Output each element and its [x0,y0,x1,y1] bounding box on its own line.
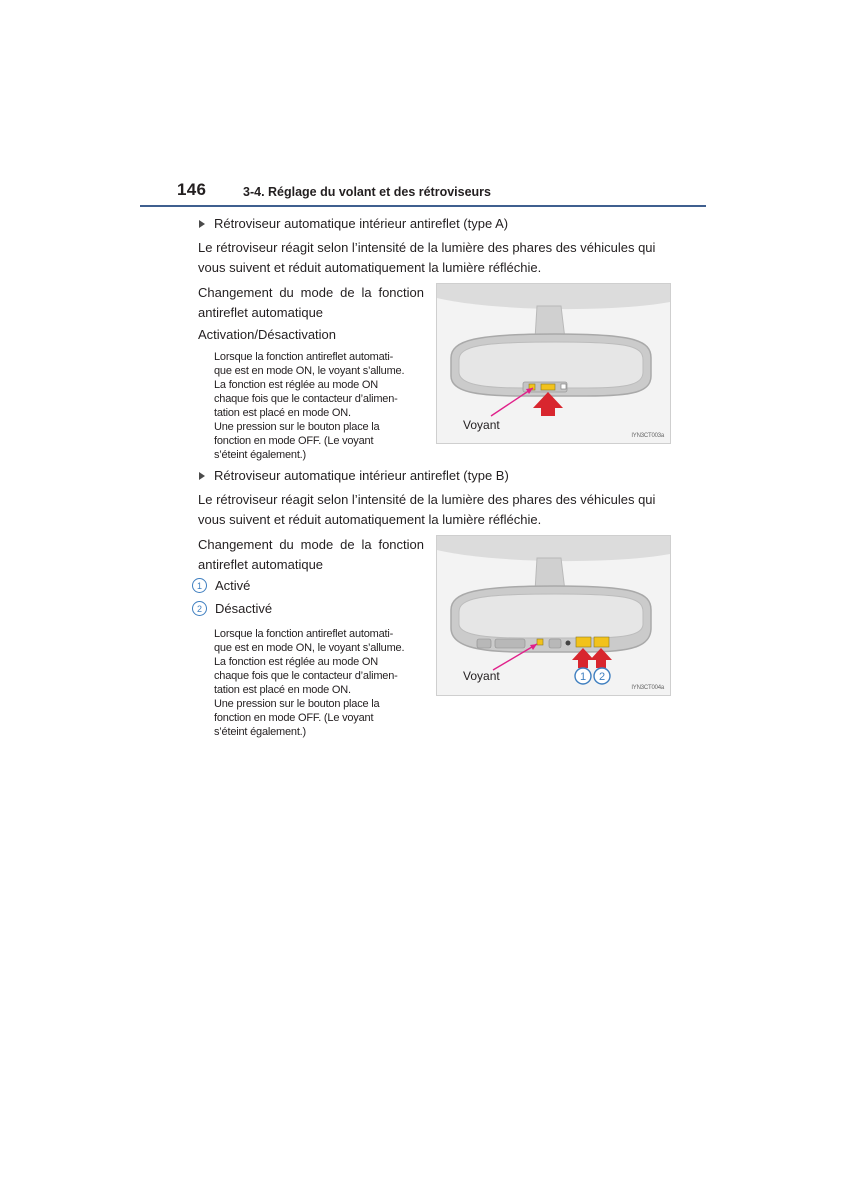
note-line: chaque fois que le contacteur d’alimen- [214,393,398,405]
mode-change-line: antireflet automatique [198,557,324,572]
note-line: fonction en mode OFF. (Le voyant [214,435,374,447]
note-line: tation est placé en mode ON. [214,684,351,696]
note-line: que est en mode ON, le voyant s’allume. [214,365,405,377]
section-a-intro-line: vous suivent et réduit automatiquement la lumière réfléchie. [198,260,542,275]
figure-a-label: Voyant [463,418,500,432]
section-a-note [214,350,424,462]
figure-a-code: IYN3CT003a [631,433,664,439]
mirror-glass [459,342,643,388]
mirror-button-2 [495,639,525,648]
bullet-triangle-icon [199,220,205,228]
section-a-intro [198,238,660,278]
note-line: Une pression sur le bouton place la [214,698,380,710]
numbered-item-activated [192,578,250,593]
mirror-button-3 [549,639,561,648]
mode-change-line: antireflet automatique [198,305,324,320]
numbered-item-label: Activé [215,578,251,593]
figure-b-label: Voyant [463,669,500,683]
header-rule [140,205,706,207]
note-line: fonction en mode OFF. (Le voyant [214,712,374,724]
section-a-heading-text: Rétroviseur automatique intérieur antireflet (type A) [214,216,509,231]
section-b-heading-text: Rétroviseur automatique intérieur antireflet (type B) [214,468,509,483]
windshield-edge [437,284,670,309]
section-a-intro-line: Le rétroviseur réagit selon l’intensité de la lumière des phares des véhicules qui [198,240,656,255]
note-line: Lorsque la fonction antireflet automati- [214,351,394,363]
circled-number-2-icon: 2 [192,601,207,616]
note-line: Lorsque la fonction antireflet automati- [214,628,394,640]
callout-1-text: 1 [579,671,587,683]
section-a-activation: Activation/Désactivation [198,327,337,342]
page-number: 146 [177,180,207,199]
numbered-item-deactivated [192,601,272,616]
mode-change-line: Changement du mode de la fonction [198,537,424,552]
callout-2-text: 2 [598,671,606,683]
section-b-intro-line: vous suivent et réduit automatiquement la lumière réfléchie. [198,512,542,527]
mirror-glass [459,594,643,638]
figure-b-code: IYN3CT004a [631,685,664,691]
section-b-note [214,627,424,739]
figure-mirror-type-b [436,535,671,696]
mirror-button-1 [477,639,491,648]
note-line: s’éteint également.) [214,449,306,461]
sensor-dot [566,641,571,646]
mode-change-line: Changement du mode de la fonction [198,285,424,300]
section-a-heading [199,216,508,231]
figure-mirror-type-a [436,283,671,444]
antiglare-button [541,384,555,390]
note-line: La fonction est réglée au mode ON [214,379,379,391]
note-line: tation est placé en mode ON. [214,407,351,419]
antiglare-on-button [576,637,591,647]
note-line: chaque fois que le contacteur d’alimen- [214,670,398,682]
section-b-intro [198,490,660,530]
note-line: La fonction est réglée au mode ON [214,656,379,668]
section-b-heading [199,468,509,483]
section-b-mode-change [198,535,424,575]
indicator-light [537,639,543,645]
numbered-item-label: Désactivé [215,601,273,616]
section-a-mode-change [198,283,424,323]
antiglare-off-button [594,637,609,647]
circled-number-1-icon: 1 [192,578,207,593]
bullet-triangle-icon [199,472,205,480]
sensor-window [561,384,566,389]
section-title: 3-4. Réglage du volant et des rétroviseurs [243,185,491,199]
note-line: que est en mode ON, le voyant s’allume. [214,642,405,654]
note-line: Une pression sur le bouton place la [214,421,380,433]
windshield-edge [437,536,670,561]
section-b-intro-line: Le rétroviseur réagit selon l’intensité de la lumière des phares des véhicules qui [198,492,656,507]
note-line: s’éteint également.) [214,726,306,738]
